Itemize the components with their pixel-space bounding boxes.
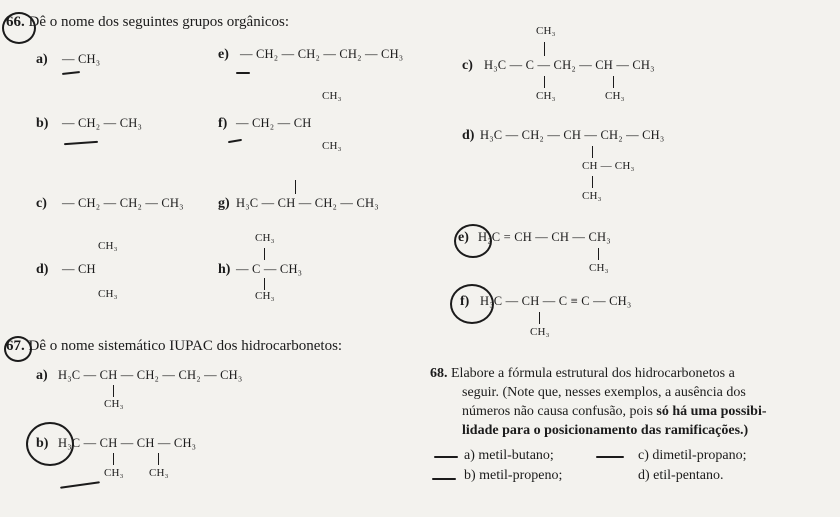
handwritten-check-a — [434, 456, 458, 458]
q66-c-label: c) — [36, 196, 47, 211]
q67-c-branch-2: CH₃ — [605, 90, 625, 102]
q67-a-formula: H₃C — CH — CH₂ — CH₂ — CH₃ — [58, 368, 243, 382]
q68-line-3: números não causa confusão, pois só há uma possibi- — [462, 404, 767, 419]
q67-title: Dê o nome sistemático IUPAC dos hidrocarbonetos: — [28, 338, 343, 354]
q67-a-bond — [113, 385, 114, 397]
q67-e-formula: H₂C = CH — CH — CH₃ — [478, 230, 611, 244]
q66-f-main: — CH₂ — CH — [236, 116, 312, 130]
q67-f-label: f) — [460, 294, 470, 309]
q66-e-formula: — CH₂ — CH₂ — CH₂ — CH₃ — [240, 47, 404, 61]
q66-f-bottom: CH₃ — [322, 140, 342, 152]
q67-e-bond — [598, 248, 599, 260]
q66-b-formula: — CH₂ — CH₃ — [62, 116, 143, 130]
q66-d-top: CH₃ — [98, 240, 118, 252]
q68-option-b: b) metil-propeno; — [464, 468, 563, 483]
q66-b-label: b) — [36, 116, 49, 131]
handwritten-check-b — [432, 478, 456, 480]
q68-option-c: c) dimetil-propano; — [638, 448, 747, 463]
q66-h-top: CH₃ — [255, 232, 275, 244]
handwritten-check-c — [596, 456, 624, 458]
q67-d-bottom: CH₃ — [582, 190, 602, 202]
q66-c-formula: — CH₂ — CH₂ — CH₃ — [62, 196, 184, 210]
q66-a-formula: — CH₃ — [62, 52, 101, 66]
q66-h-bond-up — [264, 248, 265, 260]
q67-b-bond-1 — [113, 453, 114, 465]
q66-f-label: f) — [218, 116, 228, 131]
q67-e-branch: CH₃ — [589, 262, 609, 274]
q67-b-branch-1: CH₃ — [104, 467, 124, 479]
q68-line-4: lidade para o posicionamento das ramificações.) — [462, 423, 749, 438]
q66-g-label: g) — [218, 196, 230, 211]
q67-heading — [6, 338, 342, 355]
q66-f-top: CH₃ — [322, 90, 342, 102]
q67-number: 67. — [6, 338, 25, 354]
q67-b-bond-2 — [158, 453, 159, 465]
q68-text — [430, 364, 767, 440]
q67-f-formula: H₃C — CH — C ≡ C — CH₃ — [480, 294, 632, 308]
q67-b-label: b) — [36, 436, 49, 451]
q66-h-main: — C — CH₃ — [236, 262, 303, 276]
q66-number: 66. — [6, 14, 25, 30]
q67-d-formula: H₃C — CH₂ — CH — CH₂ — CH₃ — [480, 128, 665, 142]
q67-c-label: c) — [462, 58, 473, 73]
q67-a-branch: CH₃ — [104, 398, 124, 410]
q67-d-mid: CH — CH₃ — [582, 160, 635, 172]
q66-d-bottom: CH₃ — [98, 288, 118, 300]
q67-d-bond-2 — [592, 176, 593, 188]
q66-d-main: — CH — [62, 262, 96, 276]
q67-f-bond — [539, 312, 540, 324]
q67-c-bond-up — [544, 42, 545, 56]
handwritten-underline-f — [228, 139, 242, 143]
q66-g-open-bond — [295, 180, 296, 194]
q67-c-bond-down-1 — [544, 76, 545, 88]
q68-line-2: seguir. (Note que, nesses exemplos, a ausência dos — [462, 385, 746, 400]
q67-c-bond-down-2 — [613, 76, 614, 88]
q67-e-label: e) — [458, 230, 469, 245]
q66-g-formula: H₃C — CH — CH₂ — CH₃ — [236, 196, 379, 210]
q66-h-bottom: CH₃ — [255, 290, 275, 302]
q67-d-label: d) — [462, 128, 475, 143]
q67-c-formula: H₃C — C — CH₂ — CH — CH₃ — [484, 58, 655, 72]
q66-a-label: a) — [36, 52, 48, 67]
q66-e-label: e) — [218, 47, 229, 62]
q67-f-branch: CH₃ — [530, 326, 550, 338]
q67-c-branch-1: CH₃ — [536, 90, 556, 102]
handwritten-underline-e — [236, 72, 250, 74]
q66-h-label: h) — [218, 262, 231, 277]
q66-d-label: d) — [36, 262, 49, 277]
handwritten-underline-67b — [60, 481, 100, 489]
q68-option-d: d) etil-pentano. — [638, 468, 724, 483]
q66-h-bond-down — [264, 278, 265, 290]
handwritten-underline-a — [62, 71, 80, 75]
handwritten-underline-b — [64, 141, 98, 145]
q67-d-bond-1 — [592, 146, 593, 158]
q66-heading — [6, 14, 289, 31]
q68-option-a: a) metil-butano; — [464, 448, 554, 463]
q66-title: Dê o nome dos seguintes grupos orgânicos: — [28, 14, 290, 30]
q67-b-branch-2: CH₃ — [149, 467, 169, 479]
q68-number: 68. — [430, 366, 448, 381]
q67-b-formula: H₃C — CH — CH — CH₃ — [58, 436, 197, 450]
q67-c-top: CH₃ — [536, 25, 556, 37]
q67-a-label: a) — [36, 368, 48, 383]
q68-line-1: 68. Elabore a fórmula estrutural dos hidrocarbonetos a — [430, 366, 735, 381]
